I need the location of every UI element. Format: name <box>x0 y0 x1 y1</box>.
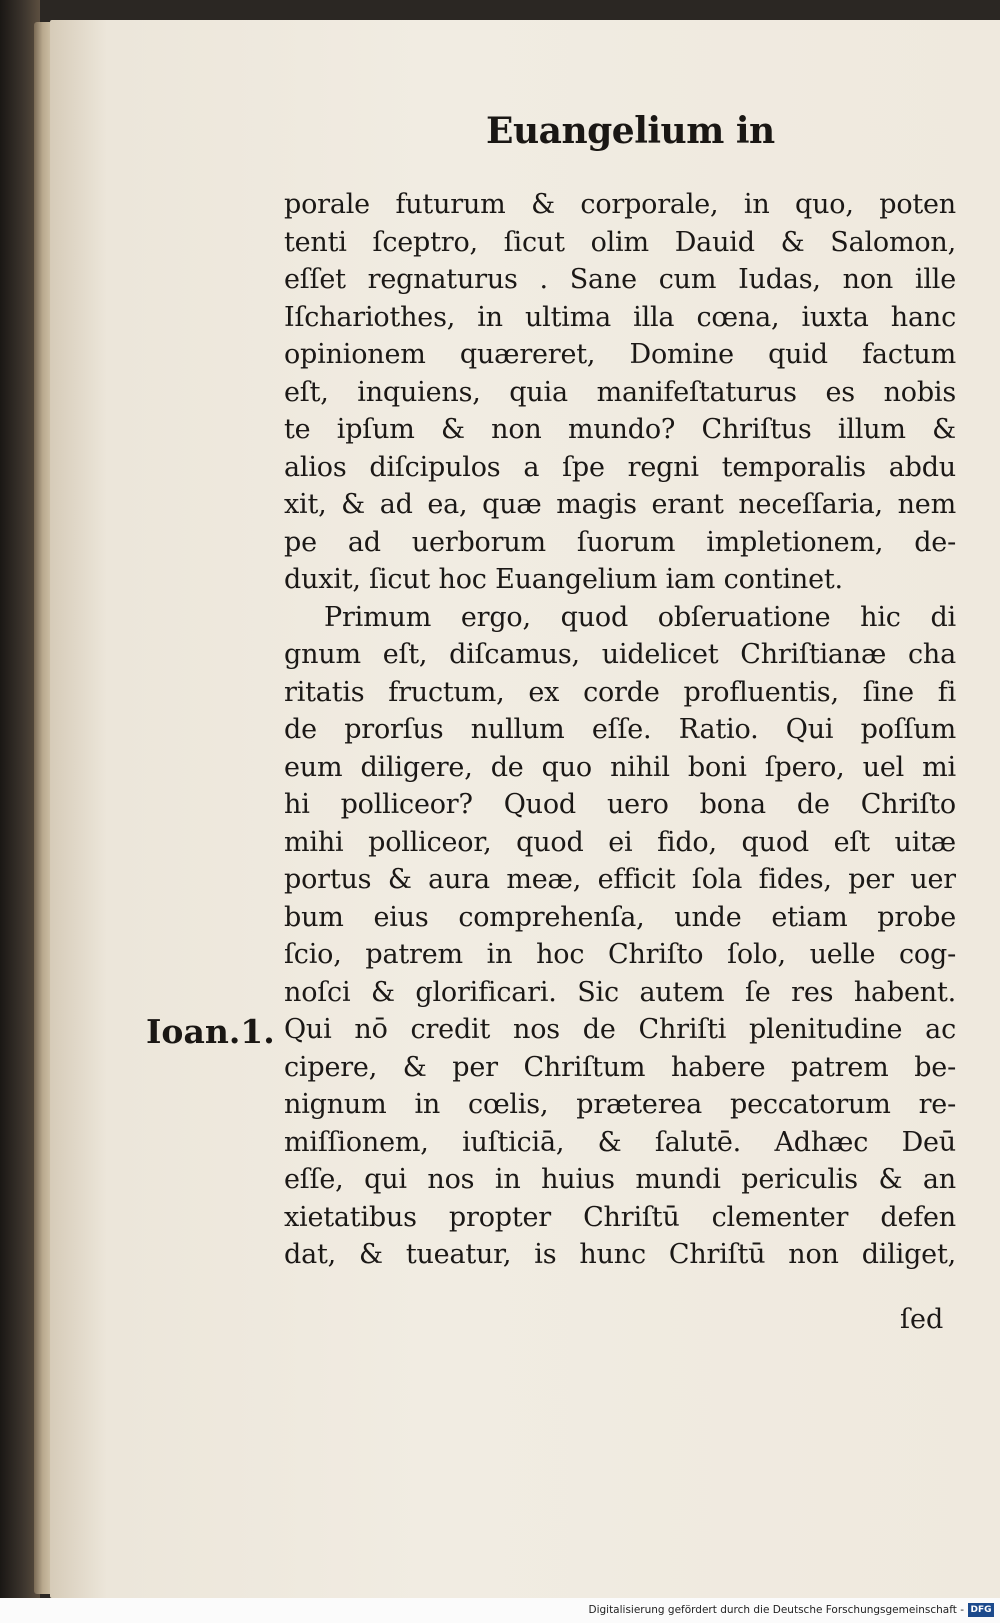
text-line: eſt, inquiens, quia manifeſtaturus es nobis <box>284 376 956 408</box>
text-line: Iſchariothes, in ultima illa cœna, iuxta hanc <box>284 301 956 333</box>
dfg-logo: DFG <box>968 1603 994 1617</box>
text-line: gnum eſt, diſcamus, uidelicet Chriſtianæ cha <box>284 639 956 670</box>
text-block <box>284 186 956 1274</box>
text-line: noſci & glorificari. Sic autem ſe res habent. <box>284 976 956 1008</box>
text-line: miſſionem, iuſticiā, & ſalutē. Adhæc Deū <box>284 1126 956 1158</box>
text-line: porale futurum & corporale, in quo, poten <box>284 189 956 220</box>
text-line: portus & aura meæ, efficit ſola fides, per uer <box>284 864 956 895</box>
text-line: hi polliceor? Quod uero bona de Chriſto <box>284 789 956 820</box>
text-line: opinionem quæreret, Domine quid factum <box>284 339 956 370</box>
text-line: ſcio, patrem in hoc Chriſto ſolo, uelle cog- <box>284 939 956 970</box>
text-line: eſſet regnaturus . Sane cum Iudas, non ille <box>284 264 956 295</box>
text-line: Primum ergo, quod obſeruatione hic di <box>324 601 956 633</box>
text-line: tenti ſceptro, ſicut olim Dauid & Salomon, <box>284 226 956 258</box>
text-line: ritatis fructum, ex corde profluentis, ſine fi <box>284 676 956 708</box>
footer-credit: Digitalisierung gefördert durch die Deutsche Forschungsgemeinschaft - <box>588 1604 964 1616</box>
text-line: mihi polliceor, quod ei fido, quod eſt uitæ <box>284 826 956 858</box>
text-line: pe ad uerborum ſuorum impletionem, de- <box>284 526 956 558</box>
text-line: alios diſcipulos a ſpe regni temporalis abdu <box>284 451 956 483</box>
text-line: te ipſum & non mundo? Chriſtus illum & <box>284 414 956 445</box>
text-line: bum eius comprehenſa, unde etiam probe <box>284 901 956 933</box>
text-line: nignum in cœlis, præterea peccatorum re- <box>284 1089 956 1120</box>
text-line: eſſe, qui nos in huius mundi periculis & an <box>284 1164 956 1195</box>
text-line: de prorſus nullum eſſe. Ratio. Qui poſſum <box>284 714 956 745</box>
running-head: Euangelium in <box>486 110 775 152</box>
text-line: Qui nō credit nos de Chriſti plenitudine ac <box>284 1014 956 1045</box>
text-line: dat, & tueatur, is hunc Chriſtū non diliget, <box>284 1239 956 1270</box>
text-line: duxit, ſicut hoc Euangelium iam continet. <box>284 564 843 595</box>
catchword: ſed <box>900 1304 944 1335</box>
text-line: xietatibus propter Chriſtū clementer defen <box>284 1201 956 1233</box>
marginal-note: Ioan.1. <box>146 1012 275 1051</box>
text-line: eum diligere, de quo nihil boni ſpero, uel mi <box>284 751 956 783</box>
footer-bar <box>0 1598 1000 1623</box>
text-line: cipere, & per Chriſtum habere patrem be- <box>284 1051 956 1083</box>
text-line: xit, & ad ea, quæ magis erant neceſſaria, nem <box>284 489 956 520</box>
